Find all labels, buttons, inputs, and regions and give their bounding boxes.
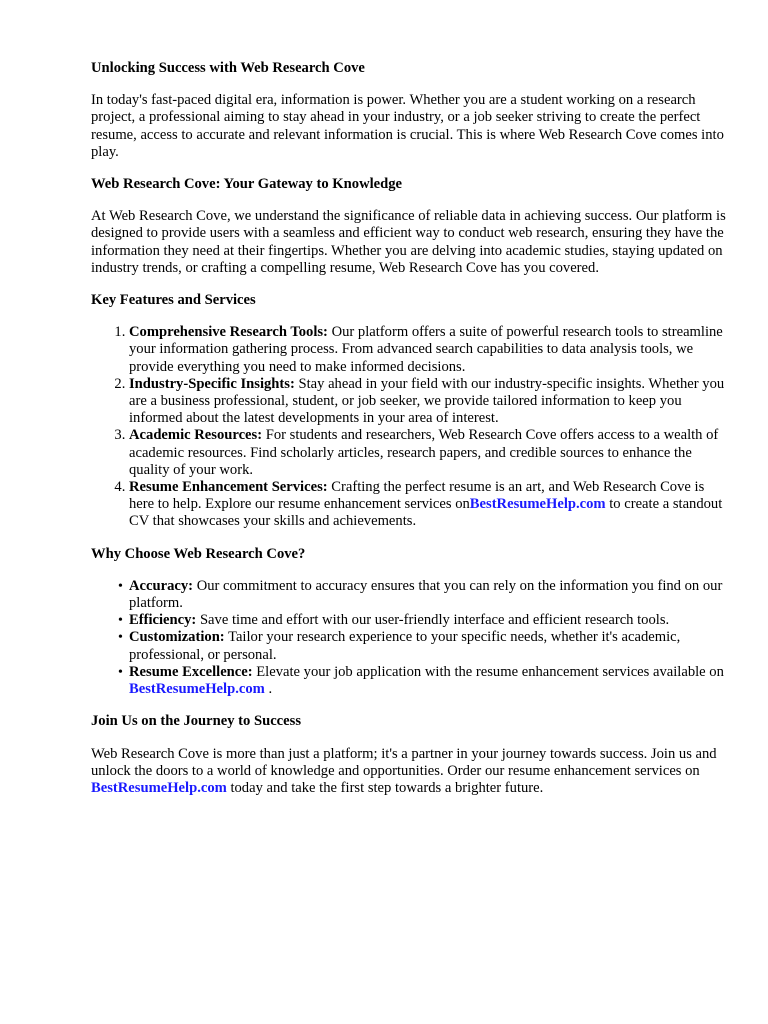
bullet-icon: • xyxy=(118,630,123,646)
feature-item-title: Industry-Specific Insights: xyxy=(129,375,295,392)
why-heading: Why Choose Web Research Cove? xyxy=(91,545,306,562)
features-list xyxy=(91,324,731,530)
bullet-icon: • xyxy=(118,613,123,629)
feature-item-text: For students and researchers, Web Research Cove offers access to a wealth of academic resources. Find scholarly articles, research papers, and credible sources to enhance the quality of your work. xyxy=(129,427,719,478)
why-item xyxy=(118,629,731,663)
bestresumehelp-link[interactable]: BestResumeHelp.com xyxy=(91,779,227,796)
journey-text-after: today and take the first step towards a brighter future. xyxy=(230,779,544,796)
gateway-paragraph: At Web Research Cove, we understand the significance of reliable data in achieving success. Our platform is designed to provide users with a seamless and efficient way to conduct web research, ensuring they have the information they need at their fingertips. Whether you are delving into academic studies, staying updated on industry trends, or crafting a compelling resume, Web Research Cove has you covered. xyxy=(91,208,726,276)
bullet-icon: • xyxy=(118,664,123,680)
feature-item xyxy=(129,479,731,531)
document-title: Unlocking Success with Web Research Cove xyxy=(91,60,365,76)
bestresumehelp-link[interactable]: BestResumeHelp.com xyxy=(469,496,606,513)
document-page xyxy=(91,60,731,812)
why-list xyxy=(91,578,731,698)
why-item xyxy=(118,663,731,698)
why-item-text: Tailor your research experience to your specific needs, whether it's academic, professional, or personal. xyxy=(129,629,681,663)
journey-text: Web Research Cove is more than just a platform; it's a partner in your journey towards success. Join us and unlock the doors to a world of knowledge and opportunities. Order our resume enhancement services on xyxy=(91,745,717,779)
feature-item-title: Academic Resources: xyxy=(129,427,263,444)
feature-item-title: Comprehensive Research Tools: xyxy=(129,324,328,341)
why-item-title: Resume Excellence: xyxy=(129,663,253,680)
feature-item-text: Our platform offers a suite of powerful research tools to streamline your information gathering process. From advanced search capabilities to data analysis tools, we provide everything you need to make informed decisions. xyxy=(129,324,723,375)
why-item xyxy=(118,612,731,629)
journey-paragraph xyxy=(91,746,731,798)
gateway-heading: Web Research Cove: Your Gateway to Knowledge xyxy=(91,176,403,193)
why-item-title: Accuracy: xyxy=(129,577,194,594)
feature-item-text: Crafting the perfect resume is an art, and Web Research Cove is here to help. Explore our resume enhancement services on xyxy=(129,479,705,513)
why-item xyxy=(118,577,731,612)
feature-item xyxy=(129,376,731,428)
feature-item-text: Stay ahead in your field with our industry-specific insights. Whether you are a business professional, student, or job seeker, we provide tailored information to keep you informed about the latest developments in your area of interest. xyxy=(129,375,725,427)
journey-heading: Join Us on the Journey to Success xyxy=(91,713,301,730)
features-heading: Key Features and Services xyxy=(91,292,256,309)
bestresumehelp-link[interactable]: BestResumeHelp.com xyxy=(129,681,265,698)
why-item-title: Efficiency: xyxy=(129,612,197,629)
feature-item-title: Resume Enhancement Services: xyxy=(129,479,328,496)
why-item-text: Our commitment to accuracy ensures that you can rely on the information you find on our platform. xyxy=(129,577,723,612)
why-item-title: Customization: xyxy=(129,629,225,646)
intro-paragraph: In today's fast-paced digital era, information is power. Whether you are a student working on a research project, a professional aiming to stay ahead in your industry, or a job seeker striving to create the perfect resume, access to accurate and relevant information is crucial. This is where Web Research Cove comes into play. xyxy=(91,92,724,160)
feature-item xyxy=(129,427,731,479)
feature-item-text-after: to create a standout CV that showcases your skills and achievements. xyxy=(129,496,723,530)
why-item-text: Save time and effort with our user-friendly interface and efficient research tools. xyxy=(199,612,670,629)
why-item-text: Elevate your job application with the resume enhancement services available on xyxy=(256,663,724,680)
feature-item xyxy=(129,324,731,376)
why-item-text-after: . xyxy=(268,681,273,698)
bullet-icon: • xyxy=(118,578,123,594)
